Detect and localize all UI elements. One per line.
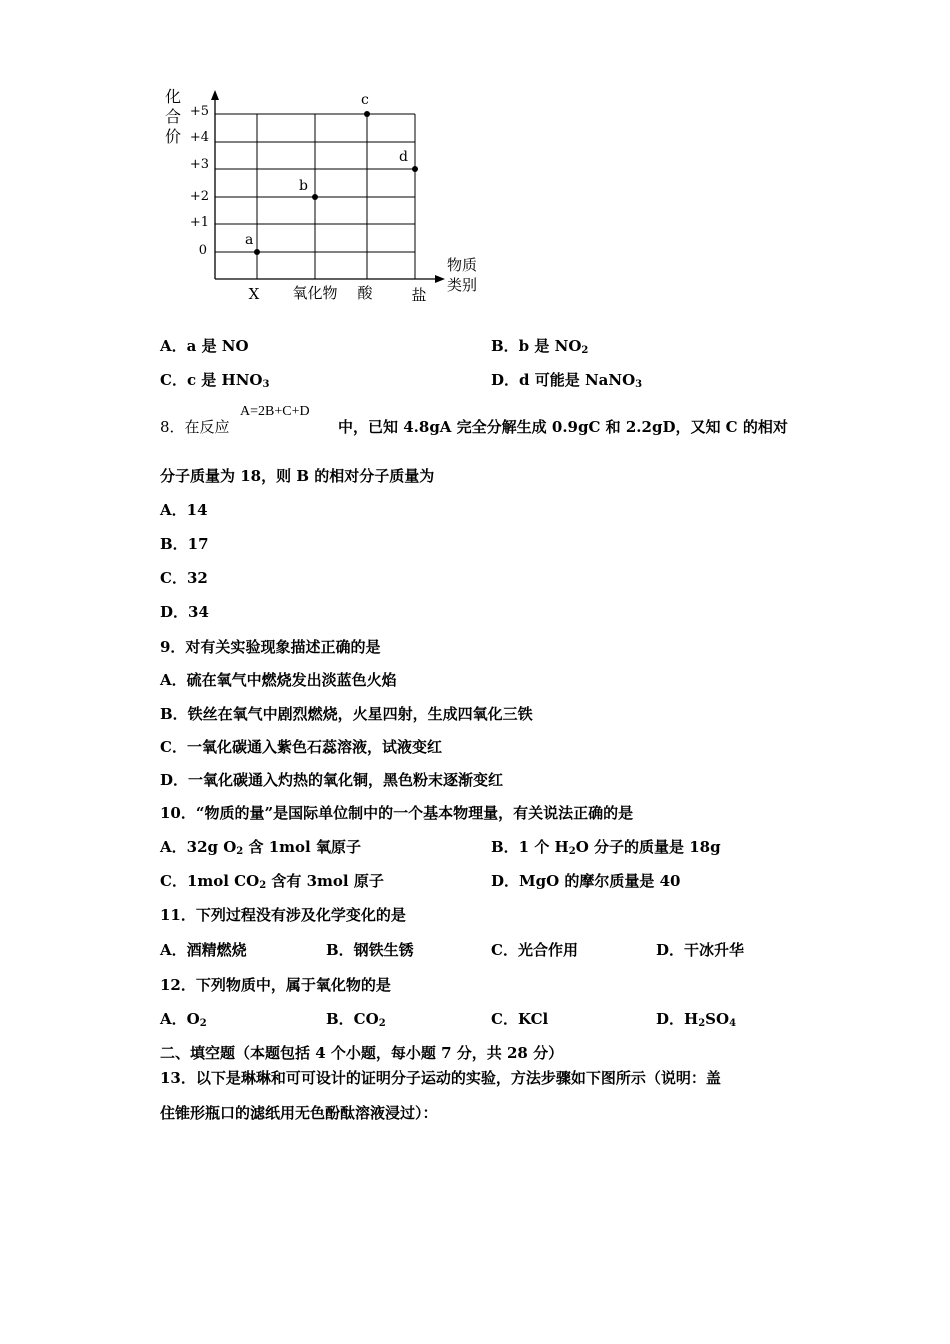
- data-points: [245, 92, 418, 255]
- q10-option-d: D．MgO 的摩尔质量是 40: [491, 872, 681, 890]
- point-a: [254, 249, 260, 255]
- q12-option-b: B．$CO_2$: [326, 1010, 386, 1029]
- point-label-d: d: [399, 149, 408, 165]
- y-label-char-2: 合: [165, 107, 182, 126]
- q8-option-b: B．17: [160, 535, 209, 553]
- q11-option-a: A．酒精燃烧: [160, 941, 247, 959]
- x-label-line-2: 类别: [447, 276, 478, 294]
- x-axis-label: [447, 256, 477, 294]
- x-tick-label: 酸: [357, 284, 373, 302]
- q8-equation: A=2B+C+D: [240, 404, 310, 419]
- y-tick-label: +5: [189, 104, 209, 119]
- q8-line-2: 分子质量为 18，则 B 的相对分子质量为: [160, 467, 435, 485]
- q12-option-c: C．KCl: [491, 1010, 549, 1028]
- q8-option-a: A．14: [160, 501, 208, 519]
- y-tick-label: +2: [189, 189, 209, 204]
- q8-option-d: D．34: [160, 603, 209, 621]
- valence-chart: [155, 82, 495, 312]
- q11-option-b: B．钢铁生锈: [326, 941, 414, 959]
- q10-option-a: A．32g $O_2$ 含 1mol 氧原子: [160, 838, 361, 857]
- point-label-c: c: [361, 92, 369, 108]
- y-label-char-3: 价: [165, 127, 182, 146]
- q11-option-c: C．光合作用: [491, 941, 578, 959]
- point-label-a: a: [245, 232, 254, 248]
- y-tick-labels: [190, 104, 209, 258]
- q7-option-d: D．d 可能是 NaNO$_3$: [491, 371, 643, 390]
- q8-line-1: 中，已知 4.8gA 完全分解生成 0.9gC 和 2.2gD，又知 C 的相对: [338, 418, 788, 436]
- q10-option-c: C．1mol $CO_2$ 含有 3mol 原子: [160, 872, 384, 891]
- point-b: [312, 194, 318, 200]
- q7-option-c: C．c 是 $HNO_3$: [160, 371, 270, 390]
- q11-option-d: D．干冰升华: [656, 941, 745, 959]
- q8-option-c: C．32: [160, 569, 208, 587]
- x-tick-label: X: [248, 285, 260, 303]
- y-tick-label: +4: [189, 130, 209, 145]
- q12-option-a: A．$O_2$: [160, 1010, 207, 1029]
- q9-option-c: C．一氧化碳通入紫色石蕊溶液，试液变红: [160, 738, 442, 756]
- y-label-char-1: 化: [165, 87, 182, 106]
- q9-option-d: D．一氧化碳通入灼热的氧化铜，黑色粉末逐渐变红: [160, 771, 504, 789]
- y-tick-label: +1: [189, 215, 209, 230]
- point-c: [364, 111, 370, 117]
- y-tick-label: 0: [198, 243, 207, 258]
- chart-axes: [211, 90, 445, 283]
- q8-prefix: 8．在反应: [160, 418, 230, 436]
- q10-stem: 10．“物质的量”是国际单位制中的一个基本物理量，有关说法正确的是: [160, 804, 634, 822]
- q12-option-d: D．$H_2SO_4$: [656, 1010, 737, 1029]
- q9-option-a: A．硫在氧气中燃烧发出淡蓝色火焰: [160, 671, 397, 689]
- q12-stem: 12．下列物质中，属于氧化物的是: [160, 976, 391, 994]
- q7-option-b: B．b 是 $NO_2$: [491, 337, 589, 356]
- q10-option-b: B．1 个 $H_2O$ 分子的质量是 18g: [491, 838, 721, 857]
- q9-stem: 9．对有关实验现象描述正确的是: [160, 638, 381, 656]
- y-axis-label: [165, 87, 181, 146]
- x-tick-label: 氧化物: [292, 284, 338, 302]
- point-d: [412, 166, 418, 172]
- y-tick-label: +3: [189, 157, 209, 172]
- q9-option-b: B．铁丝在氧气中剧烈燃烧，火星四射，生成四氧化三铁: [160, 705, 533, 723]
- x-label-line-1: 物质: [447, 256, 478, 274]
- q11-stem: 11．下列过程没有涉及化学变化的是: [160, 906, 406, 924]
- q7-option-a: A．a 是 NO: [160, 337, 249, 355]
- q13-line-1: 13．以下是琳琳和可可设计的证明分子运动的实验，方法步骤如下图所示（说明：盖: [160, 1069, 721, 1087]
- point-label-b: b: [299, 178, 308, 194]
- q13-line-2: 住锥形瓶口的滤纸用无色酚酞溶液浸过）：: [160, 1104, 438, 1122]
- x-tick-label: 盐: [411, 286, 427, 304]
- section-title: 二、填空题（本题包括 4 个小题，每小题 7 分，共 28 分）: [160, 1044, 564, 1062]
- x-tick-labels: [249, 284, 427, 304]
